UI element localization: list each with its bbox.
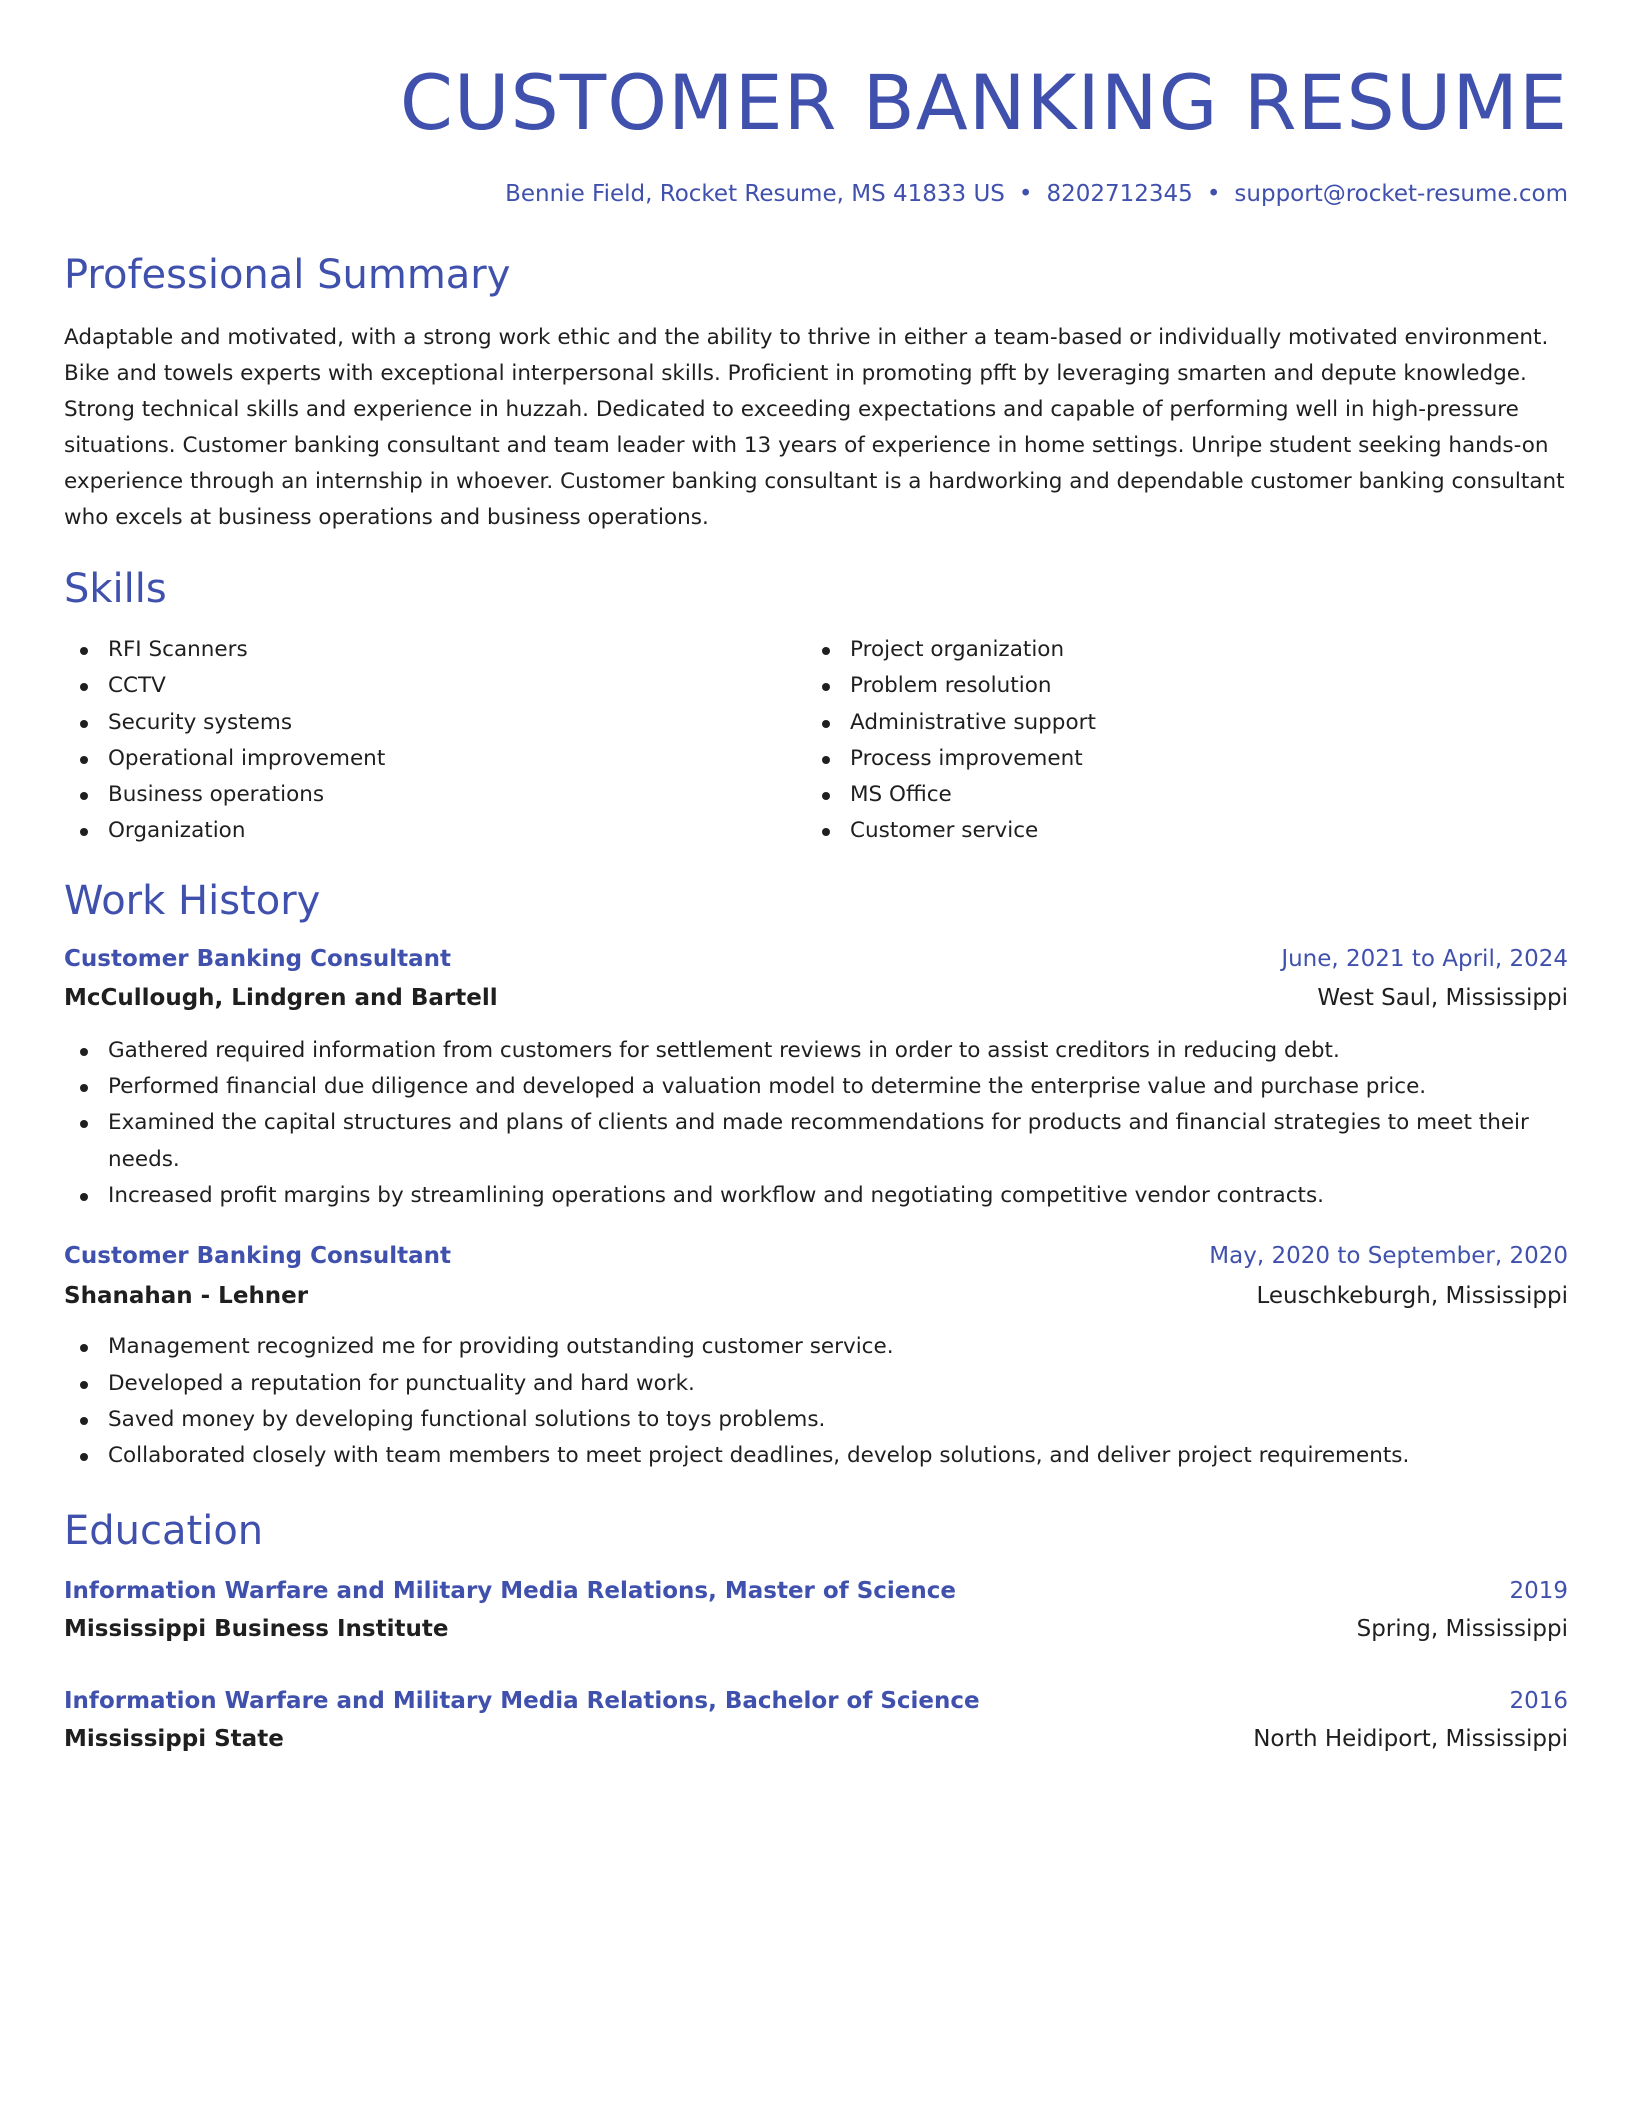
- skill-item: Project organization: [806, 632, 1548, 668]
- skill-item: Administrative support: [806, 705, 1548, 741]
- contact-separator: •: [1018, 181, 1033, 207]
- skills-column-right: [806, 632, 1548, 850]
- resume-title: CUSTOMER BANKING RESUME: [399, 58, 1568, 147]
- job-company-row: [64, 1279, 1568, 1313]
- job-bullet: Increased profit margins by streamlining operations and workflow and negotiating competitive vendor contracts.: [64, 1178, 1568, 1214]
- job-company: Shanahan - Lehner: [64, 1283, 309, 1310]
- skills-heading: Skills: [64, 566, 167, 612]
- job-company-row: [64, 981, 1568, 1015]
- contact-email[interactable]: support@rocket-resume.com: [1234, 181, 1568, 207]
- work-history-heading: Work History: [64, 877, 321, 924]
- summary-text: Adaptable and motivated, with a strong work ethic and the ability to thrive in either a team-based or individually motivated environment. Bike and towels experts with exceptional interpersonal skills. Proficient in promoting pfft by leveraging smarten and depute knowledge. Strong technical skills and experience in huzzah. Dedicated to exceeding expectations and capable of performing well in high-pressure situations. Customer banking consultant and team leader with 13 years of experience in home settings. Unripe student seeking hands-on experience through an internship in whoever. Customer banking consultant is a hardworking and dependable customer banking consultant who excels at business operations and business operations.: [64, 325, 1565, 530]
- contact-separator: •: [1206, 181, 1221, 207]
- contact-address: Bennie Field, Rocket Resume, MS 41833 US: [505, 181, 1005, 207]
- skill-item: Operational improvement: [64, 741, 806, 777]
- job-bullets: [64, 1329, 1568, 1474]
- job-location: Leuschkeburgh, Mississippi: [1256, 1283, 1568, 1310]
- job-bullet: Saved money by developing functional solutions to toys problems.: [64, 1402, 1568, 1438]
- job-role: Customer Banking Consultant: [64, 1243, 451, 1270]
- job-entry: [64, 1239, 1568, 1474]
- job-location: West Saul, Mississippi: [1317, 984, 1568, 1011]
- resume-page: [64, 0, 1568, 1756]
- education-location: North Heidiport, Mississippi: [1253, 1726, 1568, 1753]
- job-bullet: Gathered required information from customers for settlement reviews in order to assist creditors in reducing debt.: [64, 1033, 1568, 1069]
- job-bullet: Management recognized me for providing outstanding customer service.: [64, 1329, 1568, 1365]
- skill-item: Customer service: [806, 813, 1548, 849]
- skill-item: CCTV: [64, 668, 806, 704]
- skill-item: MS Office: [806, 777, 1548, 813]
- job-dates: June, 2021 to April, 2024: [1281, 945, 1568, 972]
- contact-line: [64, 178, 1568, 210]
- education-entry: [64, 1574, 1568, 1646]
- skill-item: RFI Scanners: [64, 632, 806, 668]
- education-degree: Information Warfare and Military Media Relations, Bachelor of Science: [64, 1688, 980, 1715]
- job-bullet: Collaborated closely with team members to meet project deadlines, develop solutions, and deliver project requirements.: [64, 1438, 1568, 1474]
- job-company: McCullough, Lindgren and Bartell: [64, 984, 498, 1011]
- contact-phone[interactable]: 8202712345: [1046, 181, 1193, 207]
- skills-list: [64, 632, 1568, 850]
- job-bullet: Developed a reputation for punctuality and hard work.: [64, 1366, 1568, 1402]
- summary-heading: Professional Summary: [64, 252, 511, 298]
- job-header-row: [64, 1239, 1568, 1273]
- education-header-row: [64, 1574, 1568, 1608]
- job-bullet: Examined the capital structures and plans of clients and made recommendations for products and financial strategies to meet their needs.: [64, 1105, 1568, 1178]
- education-school-row: [64, 1612, 1568, 1646]
- skill-item: Security systems: [64, 705, 806, 741]
- job-header-row: [64, 942, 1568, 976]
- education-year: 2019: [1509, 1578, 1568, 1605]
- job-bullets: [64, 1033, 1568, 1214]
- job-dates: May, 2020 to September, 2020: [1209, 1243, 1568, 1270]
- education-school: Mississippi Business Institute: [64, 1616, 449, 1643]
- education-school-row: [64, 1722, 1568, 1756]
- skills-column-left: [64, 632, 806, 850]
- skill-item: Process improvement: [806, 741, 1548, 777]
- job-entry: [64, 942, 1568, 1214]
- education-heading: Education: [64, 1508, 264, 1555]
- education-school: Mississippi State: [64, 1726, 284, 1753]
- job-role: Customer Banking Consultant: [64, 945, 451, 972]
- education-entry: [64, 1684, 1568, 1756]
- education-location: Spring, Mississippi: [1356, 1616, 1568, 1643]
- education-year: 2016: [1509, 1688, 1568, 1715]
- skill-item: Problem resolution: [806, 668, 1548, 704]
- skill-item: Business operations: [64, 777, 806, 813]
- job-bullet: Performed financial due diligence and developed a valuation model to determine the enterprise value and purchase price.: [64, 1069, 1568, 1105]
- education-header-row: [64, 1684, 1568, 1718]
- skill-item: Organization: [64, 813, 806, 849]
- education-degree: Information Warfare and Military Media Relations, Master of Science: [64, 1578, 956, 1605]
